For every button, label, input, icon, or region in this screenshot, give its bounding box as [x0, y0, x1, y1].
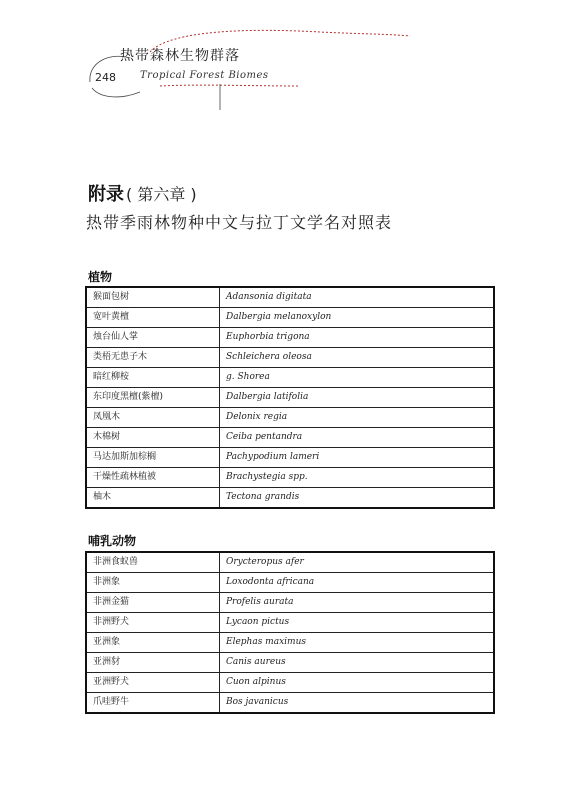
latin-name: Dalbergia melanoxylon	[220, 308, 495, 328]
chinese-name: 暗红柳桉	[86, 368, 220, 388]
latin-name: Tectona grandis	[220, 488, 495, 509]
latin-name: g. Shorea	[220, 368, 495, 388]
mammals-table	[85, 551, 495, 714]
section-heading-mammals: 哺乳动物	[88, 534, 137, 548]
chinese-name: 柚木	[86, 488, 220, 509]
chinese-name: 非洲食蚁兽	[86, 552, 220, 573]
running-header	[0, 0, 570, 110]
table-row	[86, 408, 494, 428]
table-row	[86, 653, 494, 673]
chinese-name: 马达加斯加棕榈	[86, 448, 220, 468]
chinese-name: 烛台仙人掌	[86, 328, 220, 348]
latin-name: Brachystegia spp.	[220, 468, 495, 488]
table-row	[86, 348, 494, 368]
table-row	[86, 428, 494, 448]
chinese-name: 非洲野犬	[86, 613, 220, 633]
chapter-heading	[88, 180, 197, 206]
table-row	[86, 633, 494, 653]
chinese-name: 木棉树	[86, 428, 220, 448]
latin-name: Loxodonta africana	[220, 573, 495, 593]
book-subtitle: Tropical Forest Biomes	[140, 70, 269, 81]
table-row	[86, 287, 494, 308]
table-row	[86, 552, 494, 573]
table-row	[86, 673, 494, 693]
chinese-name: 非洲金猫	[86, 593, 220, 613]
latin-name: Adansonia digitata	[220, 287, 495, 308]
latin-name: Schleichera oleosa	[220, 348, 495, 368]
chapter-reference: ( 第六章 )	[126, 185, 197, 204]
latin-name: Ceiba pentandra	[220, 428, 495, 448]
chinese-name: 爪哇野牛	[86, 693, 220, 714]
section-heading-plants: 植物	[88, 270, 113, 284]
table-row	[86, 328, 494, 348]
latin-name: Canis aureus	[220, 653, 495, 673]
plants-table	[85, 286, 495, 509]
table-row	[86, 368, 494, 388]
header-ornament	[0, 0, 570, 110]
latin-name: Euphorbia trigona	[220, 328, 495, 348]
table-row	[86, 468, 494, 488]
latin-name: Lycaon pictus	[220, 613, 495, 633]
table-row	[86, 388, 494, 408]
latin-name: Elephas maximus	[220, 633, 495, 653]
chinese-name: 东印度黑檀(紫檀)	[86, 388, 220, 408]
table-row	[86, 308, 494, 328]
chinese-name: 亚洲野犬	[86, 673, 220, 693]
appendix-title: 附录	[88, 184, 124, 205]
latin-name: Delonix regia	[220, 408, 495, 428]
page-number: 248	[95, 71, 116, 84]
table-row	[86, 488, 494, 509]
chinese-name: 非洲象	[86, 573, 220, 593]
table-row	[86, 593, 494, 613]
table-row	[86, 448, 494, 468]
latin-name: Orycteropus afer	[220, 552, 495, 573]
chinese-name: 宽叶黄檀	[86, 308, 220, 328]
chinese-name: 亚洲象	[86, 633, 220, 653]
book-title: 热带森林生物群落	[120, 48, 240, 64]
chinese-name: 干燥性疏林植被	[86, 468, 220, 488]
table-title: 热带季雨林物种中文与拉丁文学名对照表	[86, 213, 393, 232]
chinese-name: 亚洲豺	[86, 653, 220, 673]
chinese-name: 类梧无患子木	[86, 348, 220, 368]
latin-name: Profelis aurata	[220, 593, 495, 613]
latin-name: Pachypodium lameri	[220, 448, 495, 468]
latin-name: Cuon alpinus	[220, 673, 495, 693]
table-row	[86, 573, 494, 593]
table-row	[86, 613, 494, 633]
chinese-name: 凤凰木	[86, 408, 220, 428]
latin-name: Bos javanicus	[220, 693, 495, 714]
chinese-name: 猴面包树	[86, 287, 220, 308]
table-row	[86, 693, 494, 714]
latin-name: Dalbergia latifolia	[220, 388, 495, 408]
